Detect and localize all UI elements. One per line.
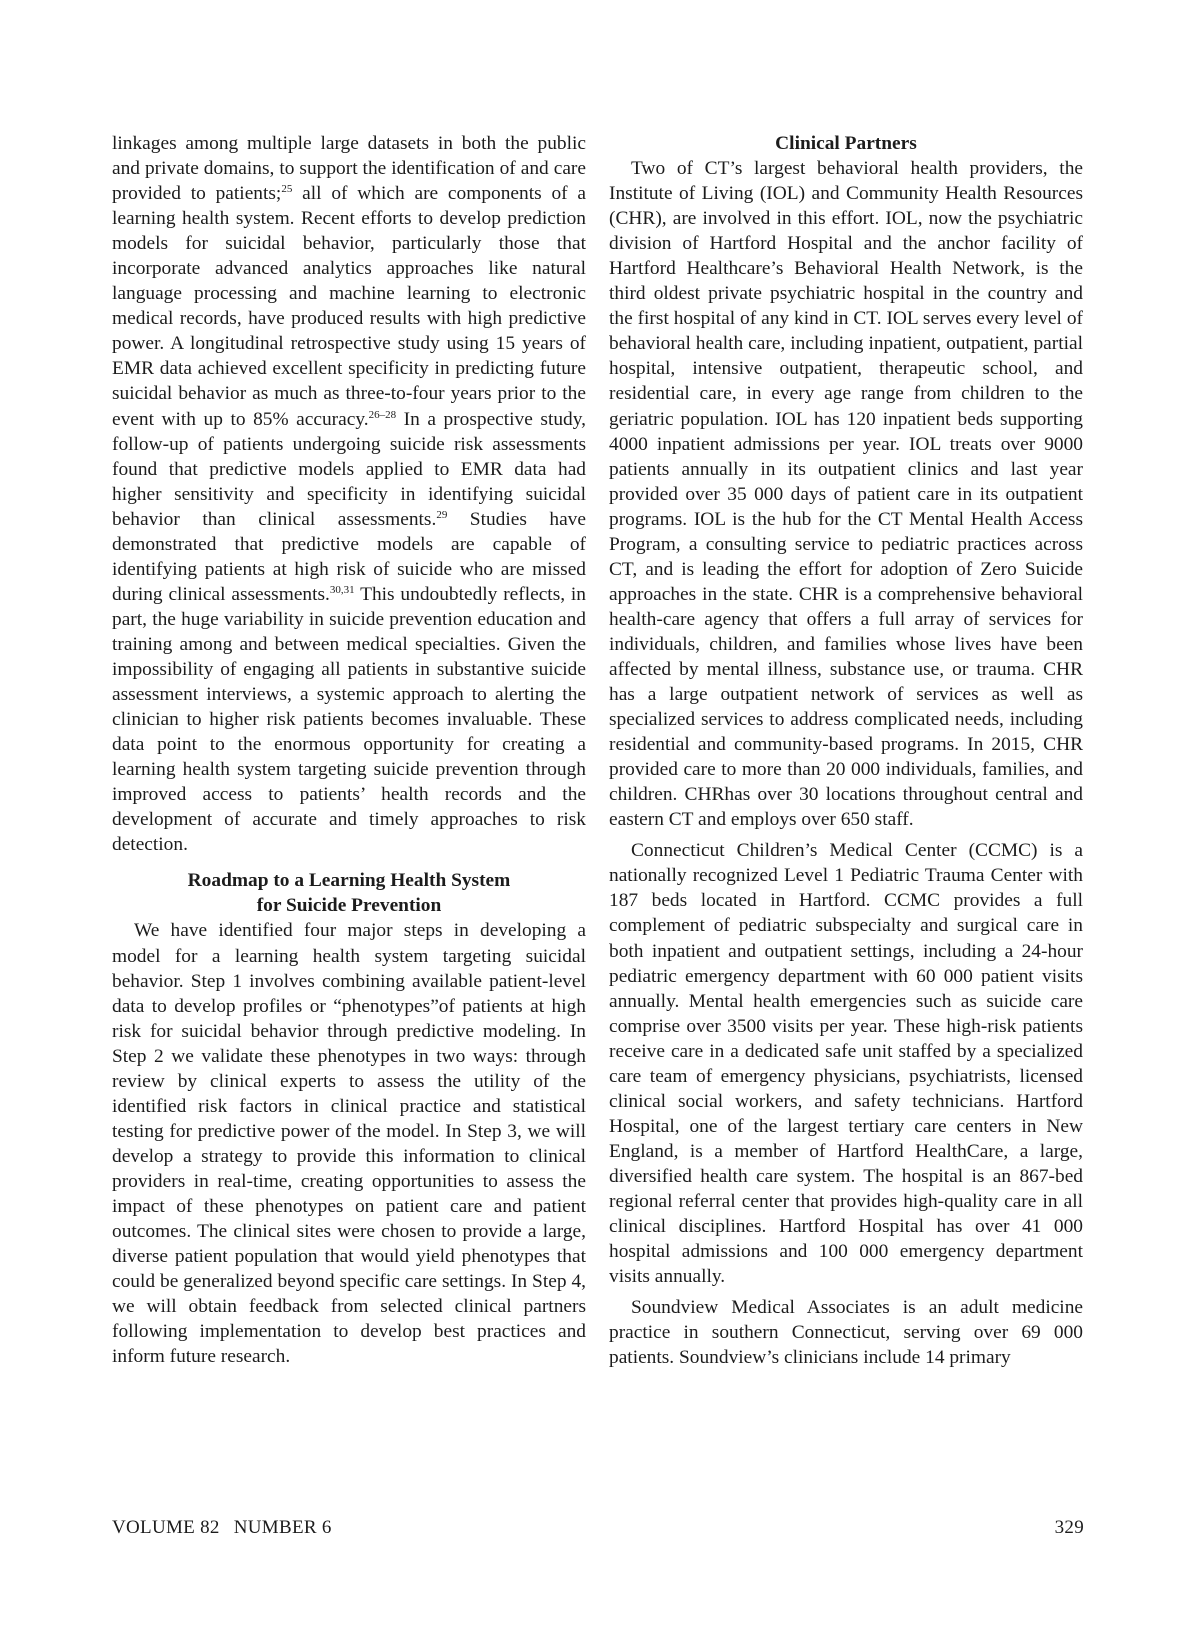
page-number: 329 bbox=[1054, 1517, 1084, 1538]
paragraph-prediction-models: linkages among multiple large datasets in both the public and private domains, to support the identification of and care provided to patients;$^{25}$ all of which are components of a learning health system. Recent efforts to develop prediction models for suicidal behavior, particularly those that incorporate advanced analytics approaches like natural language processing and machine learning to electronic medical records, have produced results with high predictive power. A longitudinal retrospective study using 15 years of EMR data achieved excellent specificity in predicting future suicidal behavior as much as three-to-four years prior to the event with up to 85% accuracy.$^{26-28}$ In a prospective study, follow-up of patients undergoing suicide risk assessments found that predictive models applied to EMR data had higher sensitivity and specificity in identifying suicidal behavior than clinical assessments.$^{29}$ Studies have demonstrated that predictive models are capable of identifying patients at high risk of suicide who are missed during clinical assessments.$^{30,31}$ This undoubtedly reflects, in part, the huge variability in suicide prevention education and training among and between medical specialties. Given the impossibility of engaging all patients in substantive suicide assessment interviews, a systemic approach to alerting the clinician to higher risk patients becomes invaluable. These data point to the enormous opportunity for creating a learning health system targeting suicide prevention through improved access to patients’ health records and the development of accurate and timely approaches to risk detection. bbox=[112, 133, 587, 856]
citation: 25 bbox=[281, 183, 293, 196]
journal-issue-footer bbox=[112, 1516, 332, 1540]
citation: 29 bbox=[436, 508, 448, 521]
citation: 30,31 bbox=[329, 583, 355, 596]
left-column bbox=[112, 131, 586, 1369]
volume-label: VOLUME 82 bbox=[112, 1517, 220, 1538]
paragraph-ccmc-hartford: Connecticut Children’s Medical Center (CCMC) is a nationally recognized Level 1 Pediatric Trauma Center with 187 beds located in Hartford. CCMC provides a full complement of pediatric subspecialty and surgical care in both inpatient and outpatient settings, including a 24-hour pediatric emergency department with 60 000 patient visits annually. Mental health emergencies such as suicide care comprise over 3500 visits per year. These high-risk patients receive care in a dedicated safe unit staffed by a specialized care team of emergency physicians, psychiatrists, licensed clinical social workers, and safety technicians. Hartford Hospital, one of the largest tertiary care centers in New England, is a member of Hartford HealthCare, a large, diversified health care system. The hospital is an 867-bed regional referral center that provides high-quality care in all clinical disciplines. Hartford Hospital has over 41 000 hospital admissions and 100 000 emergency department visits annually. bbox=[609, 840, 1083, 1288]
paragraph-four-steps: We have identified four major steps in developing a model for a learning health system targeting suicidal behavior. Step 1 involves combining available patient-level data to develop profiles or “phenotypes”of patients at high risk for suicidal behavior through predictive modeling. In Step 2 we validate these phenotypes in two ways: through review by clinical experts to assess the utility of the identified risk factors in clinical practice and statistical testing for predictive power of the model. In Step 3, we will develop a strategy to provide this information to clinical providers in real-time, creating opportunities to assess the impact of these phenotypes on patient care and patient outcomes. The clinical sites were chosen to provide a large, diverse patient population that would yield phenotypes that could be generalized beyond specific care settings. In Step 4, we will obtain feedback from selected clinical partners following implementation to develop best practices and inform future research. bbox=[112, 920, 586, 1368]
number-label: NUMBER 6 bbox=[233, 1517, 332, 1538]
section-heading-clinical-partners: Clinical Partners bbox=[775, 133, 917, 154]
section-heading-roadmap: Roadmap to a Learning Health System for Suicide Prevention bbox=[187, 870, 511, 917]
citation: 26–28 bbox=[368, 408, 397, 421]
paragraph-iol-chr: Two of CT’s largest behavioral health providers, the Institute of Living (IOL) and Community Health Resources (CHR), are involved in this effort. IOL, now the psychiatric division of Hartford Hospital and the anchor facility of Hartford Healthcare’s Behavioral Health Network, is the third oldest private psychiatric hospital in the country and the first hospital of any kind in CT. IOL serves every level of behavioral health care, including inpatient, outpatient, partial hospital, intensive outpatient, therapeutic school, and residential care, in every age range from children to the geriatric population. IOL has 120 inpatient beds supporting 4000 inpatient admissions per year. IOL treats over 9000 patients annually in its outpatient clinics and last year provided over 35 000 days of patient care in its outpatient programs. IOL is the hub for the CT Mental Health Access Program, a consulting service to pediatric practices across CT, and is leading the effort for adoption of Zero Suicide approaches in the state. CHR is a comprehensive behavioral health-care agency that offers a full array of services for individuals, children, and families whose lives have been affected by mental illness, substance use, or trauma. CHR has a large outpatient network of services as well as specialized services to address complicated needs, including residential and community-based programs. In 2015, CHR provided care to more than 20 000 individuals, families, and children. CHRhas over 30 locations throughout central and eastern CT and employs over 650 staff. bbox=[609, 158, 1083, 831]
paragraph-soundview: Soundview Medical Associates is an adult medicine practice in southern Connecticut, serving over 69 000 patients. Soundview’s clinicians include 14 primary bbox=[609, 1297, 1083, 1369]
right-column bbox=[609, 131, 1083, 1370]
